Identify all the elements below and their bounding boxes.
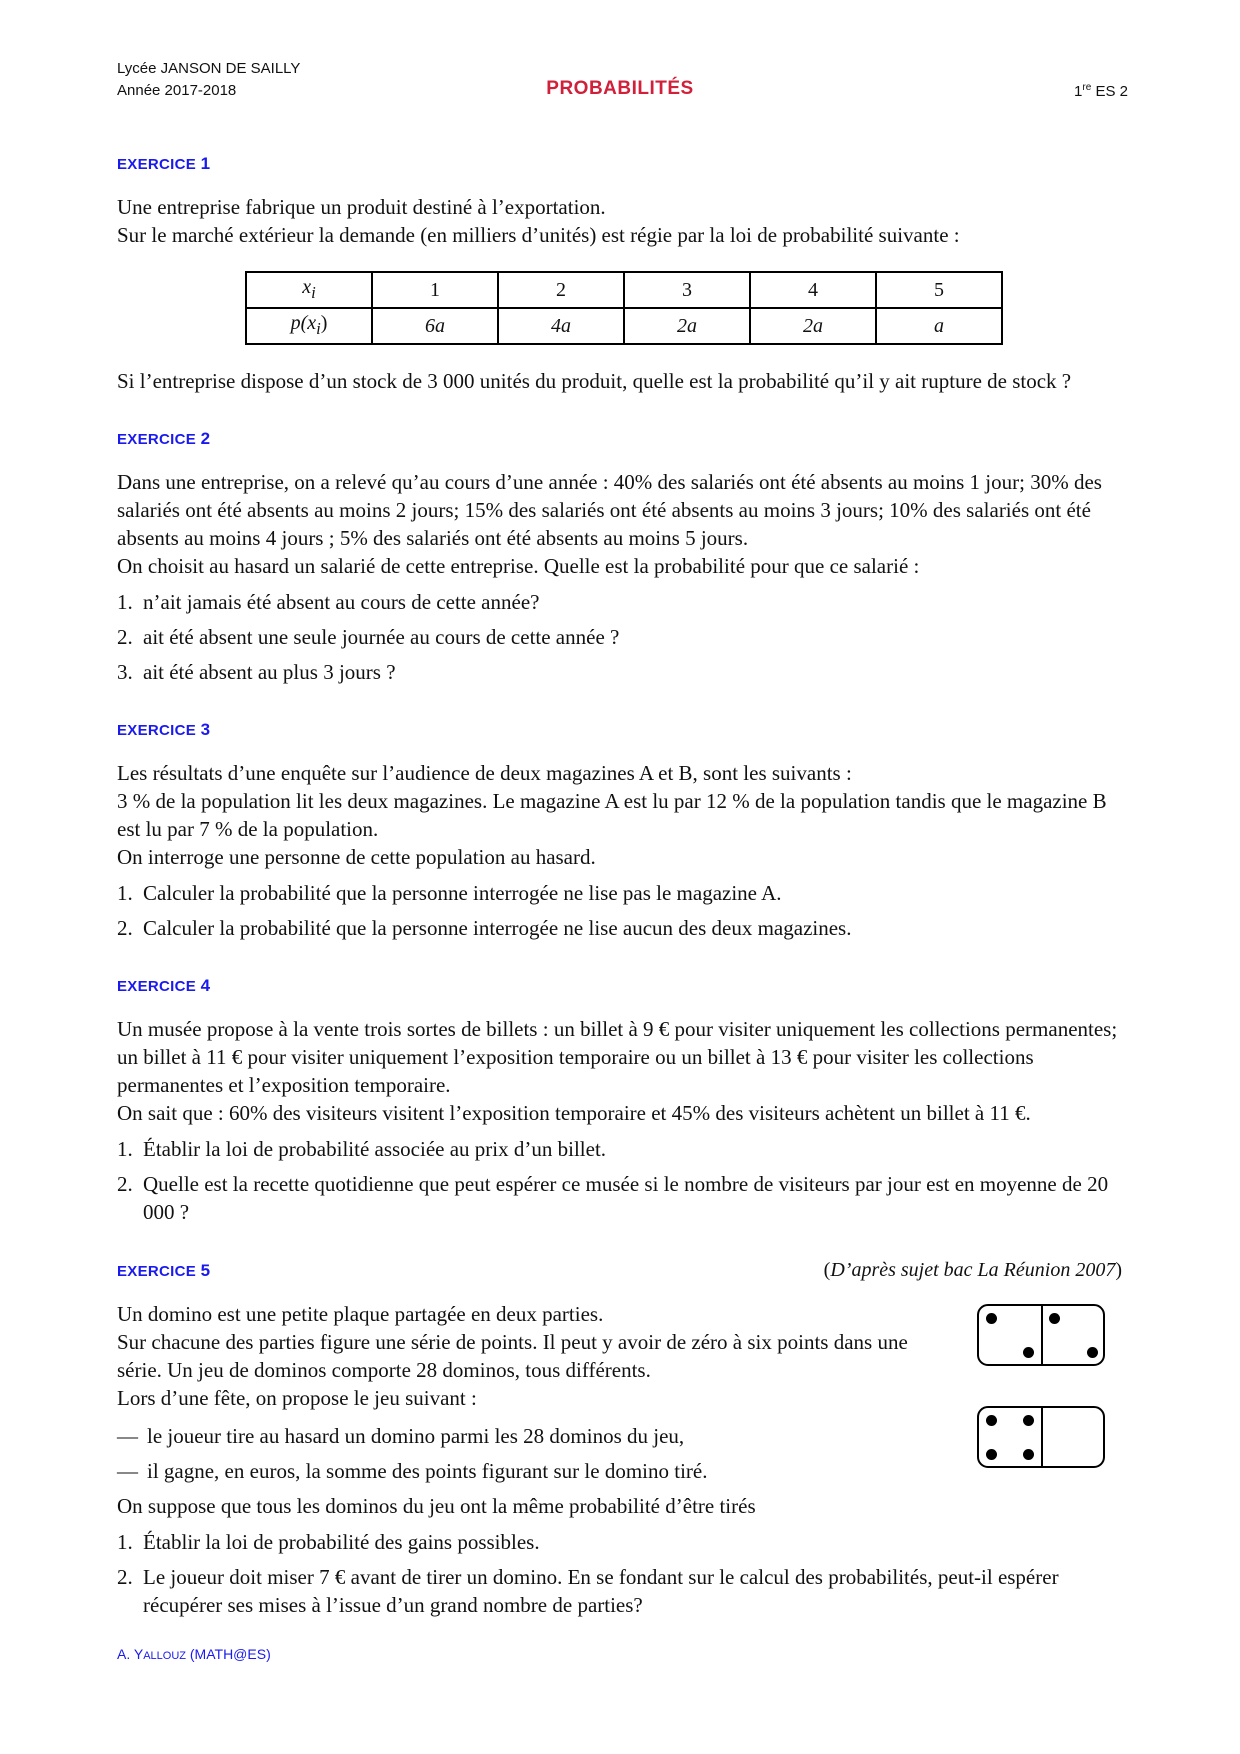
list-item: 2. ait été absent une seule journée au cours de cette année ? xyxy=(117,625,620,649)
exercise-heading: EXERCICE 4 xyxy=(117,976,211,995)
table-cell: 4a xyxy=(498,308,624,344)
table-cell: 5 xyxy=(876,272,1002,308)
table-cell: 4 xyxy=(750,272,876,308)
rule-list xyxy=(117,1422,1122,1485)
exercise-1 xyxy=(117,150,1122,395)
paragraph: Sur chacune des parties figure une série de points. Il peut y avoir de zéro à six points dans une série. Un jeu de dominos comporte 28 dominos, tous différents. xyxy=(117,1330,908,1382)
row-header-p: $p(x_i)$ xyxy=(246,308,372,344)
class-section: ES 2 xyxy=(1095,83,1128,100)
list-item: 1. n’ait jamais été absent au cours de cette année? xyxy=(117,590,540,614)
table-cell: 2 xyxy=(498,272,624,308)
table-cell: 1 xyxy=(372,272,498,308)
exercise-source: (D’après sujet bac La Réunion 2007) xyxy=(823,1259,1122,1281)
table-cell: 6a xyxy=(372,308,498,344)
class-label xyxy=(1074,82,1128,100)
table-cell: 2a xyxy=(624,308,750,344)
paragraph: Sur le marché extérieur la demande (en milliers d’unités) est régie par la loi de probabilité suivante : xyxy=(117,223,960,247)
paragraph: On choisit au hasard un salarié de cette entreprise. Quelle est la probabilité pour que ce salarié : xyxy=(117,554,920,578)
page-title: PROBABILITÉS xyxy=(546,78,694,99)
list-item: — le joueur tire au hasard un domino parmi les 28 dominos du jeu, xyxy=(117,1424,685,1448)
list-item: 1. Calculer la probabilité que la personne interrogée ne lise pas le magazine A. xyxy=(117,881,782,905)
question: Si l’entreprise dispose d’un stock de 3 000 unités du produit, quelle est la probabilité qu’il y ait rupture de stock ? xyxy=(117,369,1072,393)
paragraph: Une entreprise fabrique un produit destiné à l’exportation. xyxy=(117,195,606,219)
exercise-3 xyxy=(117,716,1122,942)
table-row xyxy=(246,308,1002,344)
table-row xyxy=(246,272,1002,308)
domino-4-0-icon xyxy=(977,1406,1105,1468)
table-cell: a xyxy=(876,308,1002,344)
paragraph: Dans une entreprise, on a relevé qu’au cours d’une année : 40% des salariés ont été absents au moins 1 jour; 30% des salariés ont été absents au moins 2 jours; 15% des salariés ont été absents au moins 3 jours; 10% des salariés ont été absents au moins 4 jours ; 5% des salariés ont été absents au moins 5 jours. xyxy=(117,470,1102,550)
exercise-heading: EXERCICE 2 xyxy=(117,429,211,448)
paragraph: On interroge une personne de cette population au hasard. xyxy=(117,845,596,869)
exercise-4 xyxy=(117,972,1122,1226)
class-level-suffix: re xyxy=(1082,82,1092,93)
school-year: Année 2017-2018 xyxy=(117,82,237,99)
paragraph: On sait que : 60% des visiteurs visitent l’exposition temporaire et 45% des visiteurs achètent un billet à 11 €. xyxy=(117,1101,1031,1125)
domino-2-2-icon xyxy=(977,1304,1105,1366)
list-item: — il gagne, en euros, la somme des points figurant sur le domino tiré. xyxy=(117,1459,708,1483)
list-item: 1. Établir la loi de probabilité associée au prix d’un billet. xyxy=(117,1137,607,1161)
table-cell: 2a xyxy=(750,308,876,344)
paragraph: Un musée propose à la vente trois sortes de billets : un billet à 9 € pour visiter uniquement les collections permanentes; un billet à 11 € pour visiter uniquement l’exposition temporaire ou un billet à 13 € pour visiter les collections permanentes et l’exposition temporaire. xyxy=(117,1017,1118,1097)
list-item: 1. Établir la loi de probabilité des gains possibles. xyxy=(117,1530,540,1554)
question-list xyxy=(117,1528,1122,1619)
list-item: 2. Calculer la probabilité que la personne interrogée ne lise aucun des deux magazines. xyxy=(117,916,852,940)
page-footer: A. YALLOUZ (MATH@ES) xyxy=(117,1646,271,1662)
exercise-heading: EXERCICE 3 xyxy=(117,720,211,739)
paragraph: Un domino est une petite plaque partagée en deux parties. xyxy=(117,1302,604,1326)
paragraph: Lors d’une fête, on propose le jeu suivant : xyxy=(117,1386,477,1410)
exercise-2 xyxy=(117,425,1122,686)
exercise-5 xyxy=(117,1256,1122,1619)
document-body xyxy=(117,150,1122,1649)
question-list xyxy=(117,1135,1122,1226)
probability-table xyxy=(245,271,1003,345)
exercise-heading: EXERCICE 5 xyxy=(117,1261,211,1280)
paragraph: On suppose que tous les dominos du jeu ont la même probabilité d’être tirés xyxy=(117,1494,756,1518)
list-item: 2. Quelle est la recette quotidienne que peut espérer ce musée si le nombre de visiteurs par jour est en moyenne de 20 000 ? xyxy=(117,1172,1109,1224)
school-name: Lycée JANSON DE SAILLY xyxy=(117,60,301,77)
row-header-x: $x_i$ xyxy=(246,272,372,308)
exercise-heading: EXERCICE 1 xyxy=(117,154,211,173)
paragraph: 3 % de la population lit les deux magazines. Le magazine A est lu par 12 % de la population tandis que le magazine B est lu par 7 % de la population. xyxy=(117,789,1107,841)
question-list xyxy=(117,879,1122,942)
list-item: 2. Le joueur doit miser 7 € avant de tirer un domino. En se fondant sur le calcul des probabilités, peut-il espérer récupérer ses mises à l’issue d’un grand nombre de parties? xyxy=(117,1565,1059,1617)
list-item: 3. ait été absent au plus 3 jours ? xyxy=(117,660,396,684)
question-list xyxy=(117,588,1122,686)
paragraph: Les résultats d’une enquête sur l’audience de deux magazines A et B, sont les suivants : xyxy=(117,761,852,785)
class-level: 1 xyxy=(1074,83,1083,100)
table-cell: 3 xyxy=(624,272,750,308)
